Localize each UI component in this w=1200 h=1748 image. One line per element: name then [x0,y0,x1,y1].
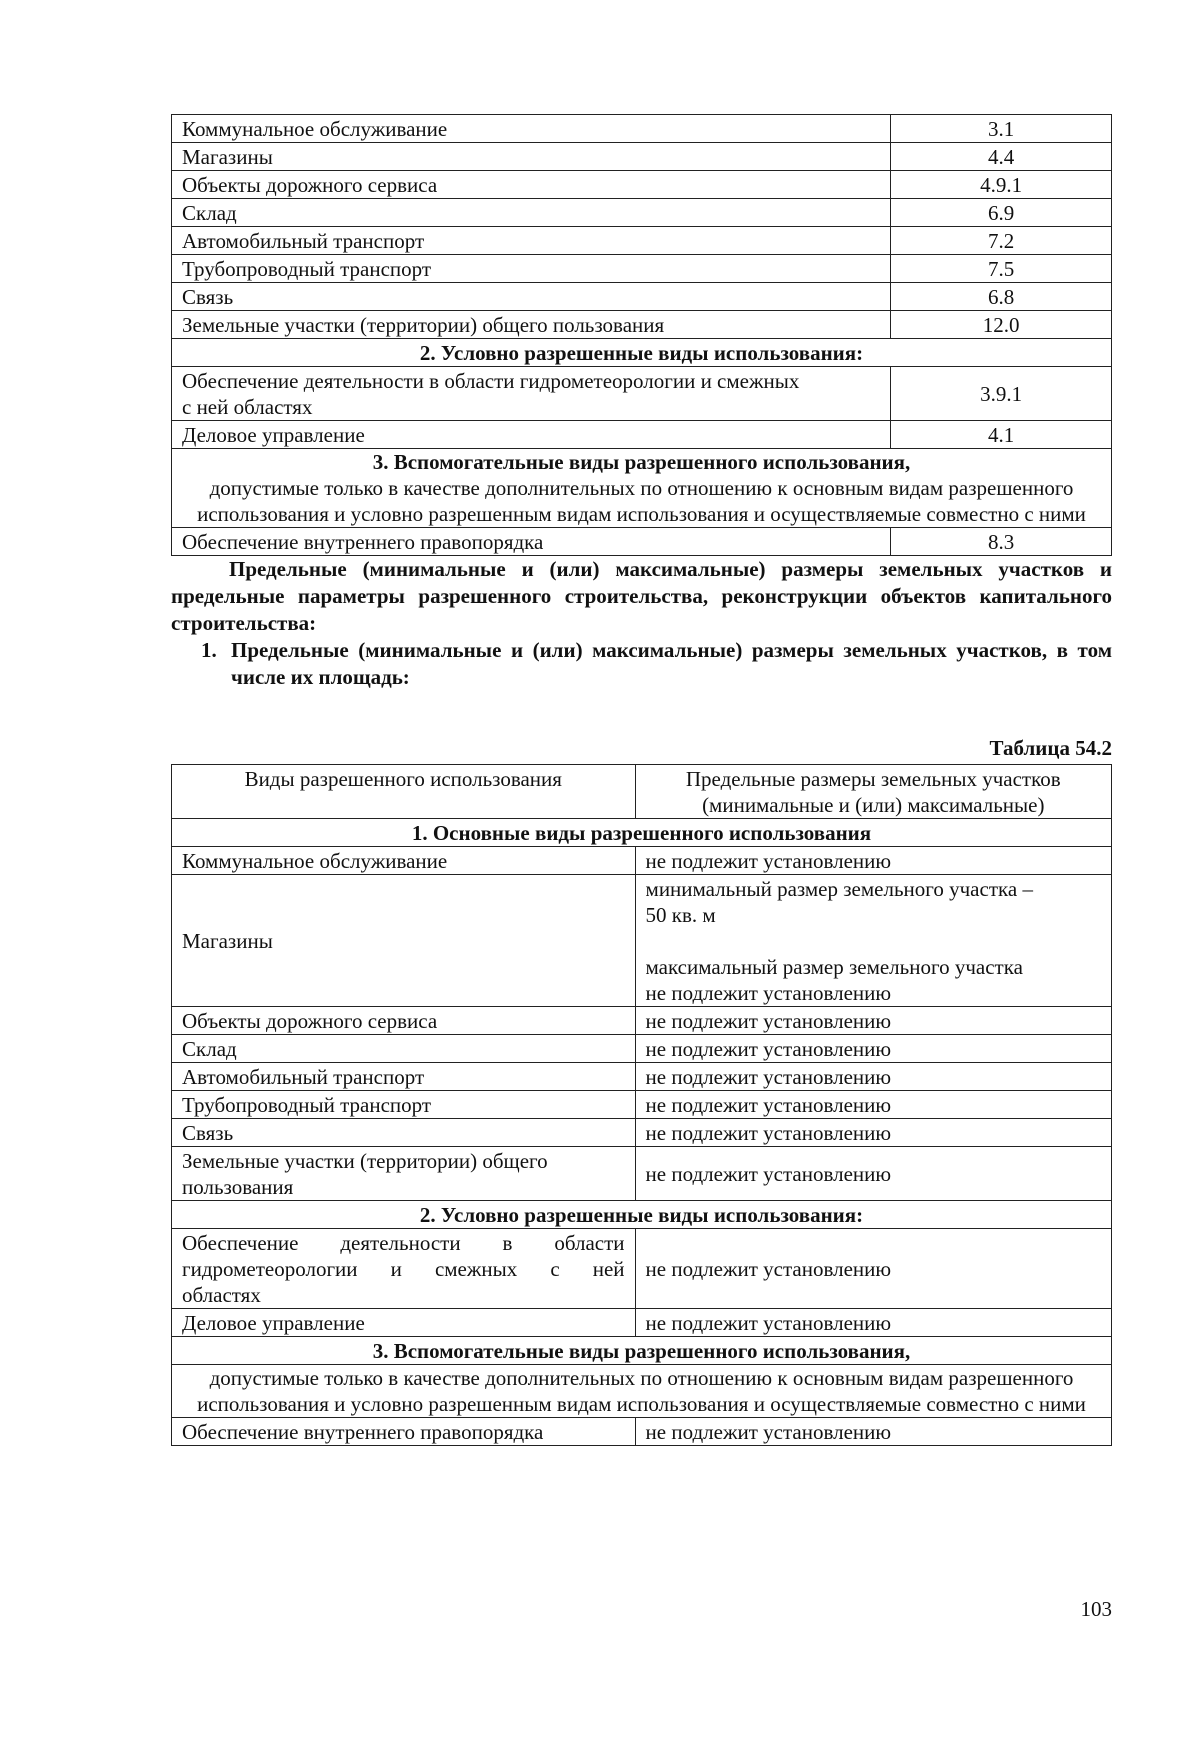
table-row [172,1309,1112,1337]
table-row [172,227,1112,255]
use-name: Магазины [172,875,636,1007]
table-row [172,875,1112,1007]
use-name [172,1147,636,1201]
section-title: 2. Условно разрешенные виды использования: [172,339,1112,367]
table-row [172,1119,1112,1147]
use-name [172,367,891,421]
table-row [172,528,1112,556]
table-row [172,1147,1112,1201]
section-note-row [172,1365,1112,1418]
section-header-row [172,449,1112,528]
section-description: допустимые только в качестве дополнительных по отношению к основным видам разрешенного использования и условно разрешенным видам использования и осуществляемые совместно с ними [197,476,1086,526]
use-name: Трубопроводный транспорт [172,255,891,283]
section-header-row [172,339,1112,367]
size-limit: не подлежит установлению [635,1418,1111,1446]
size-limit: не подлежит установлению [635,1035,1111,1063]
section-header-row [172,819,1112,847]
size-limit [635,875,1111,1007]
use-name: Магазины [172,143,891,171]
column-header [635,765,1111,819]
section-note [172,449,1112,528]
limit-line: не подлежит установлению [645,981,892,1005]
use-code: 6.9 [891,199,1112,227]
use-name: Трубопроводный транспорт [172,1091,636,1119]
table-row [172,1418,1112,1446]
table-row [172,143,1112,171]
size-limit: не подлежит установлению [635,1147,1111,1201]
use-name [172,1229,636,1309]
use-name: Автомобильный транспорт [172,1063,636,1091]
table-row [172,1091,1112,1119]
section-title: 2. Условно разрешенные виды использования: [172,1201,1112,1229]
item-number: 1. [201,638,217,662]
size-limit: не подлежит установлению [635,1091,1111,1119]
page-number: 103 [1080,1597,1112,1621]
use-name: Коммунальное обслуживание [172,115,891,143]
limits-paragraph: Предельные (минимальные и (или) максимальные) размеры земельных участков и предельные параметры разрешенного строительства, реконструкции объектов капитального строительства: [171,557,1112,635]
use-name: Деловое управление [172,421,891,449]
use-name: Деловое управление [172,1309,636,1337]
size-limit: не подлежит установлению [635,1119,1111,1147]
use-name-line: гидрометеорологии и смежных с ней [182,1257,625,1281]
numbered-item [171,637,1112,691]
table-row [172,847,1112,875]
table-row [172,1229,1112,1309]
use-name: Обеспечение внутреннего правопорядка [172,1418,636,1446]
use-code: 7.2 [891,227,1112,255]
item-text: Предельные (минимальные и (или) максимальные) размеры земельных участков, в том числе их площадь: [231,638,1112,689]
table-row [172,1007,1112,1035]
section-description: допустимые только в качестве дополнительных по отношению к основным видам разрешенного использования и условно разрешенным видам использования и осуществляемые совместно с ними [172,1365,1112,1418]
section-title: 3. Вспомогательные виды разрешенного использования, [372,450,911,474]
use-name-line: Обеспечение деятельности в области [182,1231,625,1255]
use-name: Объекты дорожного сервиса [172,1007,636,1035]
table-row [172,199,1112,227]
use-name-line: пользования [182,1175,294,1199]
size-limit: не подлежит установлению [635,1229,1111,1309]
use-name: Связь [172,283,891,311]
size-limit: не подлежит установлению [635,847,1111,875]
use-code: 4.4 [891,143,1112,171]
use-code: 6.8 [891,283,1112,311]
size-limit: не подлежит установлению [635,1007,1111,1035]
table-row [172,1035,1112,1063]
section-title: 1. Основные виды разрешенного использования [172,819,1112,847]
table-row [172,255,1112,283]
use-code: 3.1 [891,115,1112,143]
use-name: Объекты дорожного сервиса [172,171,891,199]
use-code: 3.9.1 [891,367,1112,421]
limit-line: 50 кв. м [645,903,716,927]
use-name-line: Земельные участки (территории) общего [182,1149,548,1173]
table-caption: Таблица 54.2 [989,736,1112,760]
use-code: 7.5 [891,255,1112,283]
section-title: 3. Вспомогательные виды разрешенного использования, [172,1337,1112,1365]
section-header-row [172,1201,1112,1229]
use-name: Связь [172,1119,636,1147]
use-name: Коммунальное обслуживание [172,847,636,875]
use-name: Земельные участки (территории) общего пользования [172,311,891,339]
table-row [172,1063,1112,1091]
use-code: 4.1 [891,421,1112,449]
use-name: Обеспечение внутреннего правопорядка [172,528,891,556]
use-code: 4.9.1 [891,171,1112,199]
use-code: 12.0 [891,311,1112,339]
header-line: Предельные размеры земельных участков [685,767,1061,791]
table-row [172,115,1112,143]
header-line: (минимальные и (или) максимальные) [702,793,1045,817]
spacer [646,928,1101,954]
table-row [172,311,1112,339]
table-row [172,171,1112,199]
use-name-line: с ней областях [182,395,313,419]
use-name: Автомобильный транспорт [172,227,891,255]
use-name: Склад [172,1035,636,1063]
table-row [172,421,1112,449]
use-name: Склад [172,199,891,227]
section-header-row [172,1337,1112,1365]
use-name-line: Обеспечение деятельности в области гидрометеорологии и смежных [182,369,800,393]
column-header: Виды разрешенного использования [172,765,636,819]
limit-line: максимальный размер земельного участка [645,955,1023,979]
table-row [172,283,1112,311]
use-code: 8.3 [891,528,1112,556]
size-limit: не подлежит установлению [635,1063,1111,1091]
size-limit: не подлежит установлению [635,1309,1111,1337]
document-page [171,114,1112,1446]
table-row [172,367,1112,421]
header-row [172,765,1112,819]
plot-size-limits-table [171,764,1112,1446]
use-name-line: областях [182,1283,261,1307]
permitted-use-codes-table [171,114,1112,556]
limit-line: минимальный размер земельного участка – [645,877,1033,901]
